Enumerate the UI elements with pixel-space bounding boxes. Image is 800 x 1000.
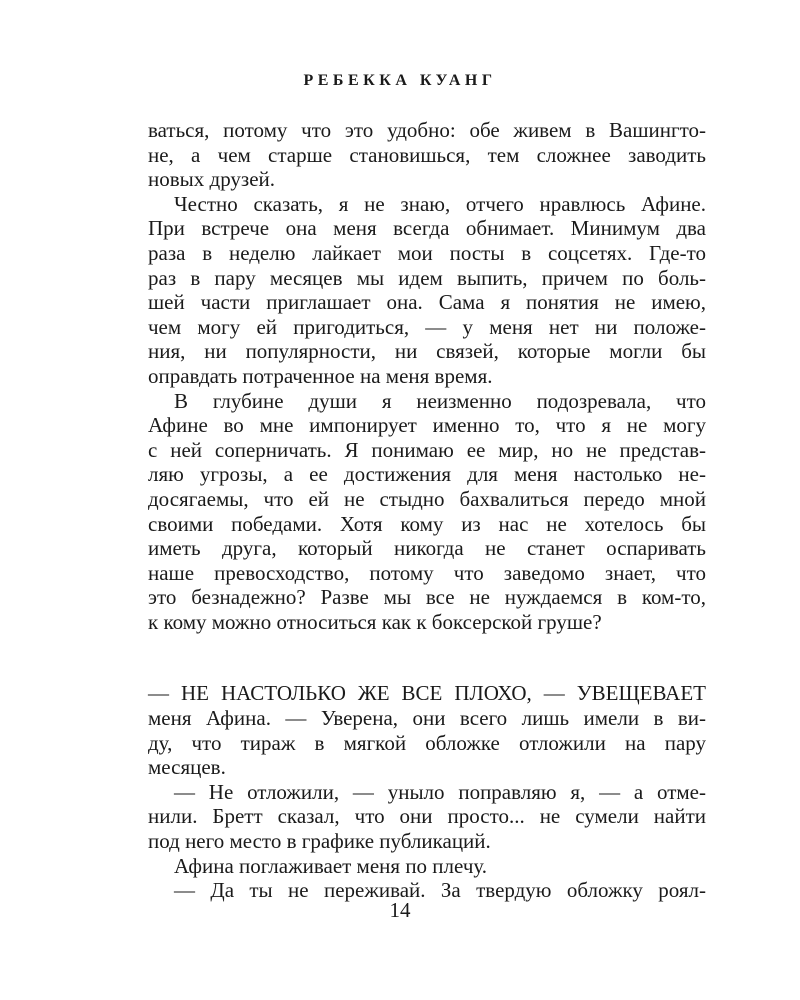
text-line: не, а чем старше становишься, тем сложнее заводить [148, 142, 706, 167]
text-line: оправдать потраченное на меня время. [148, 363, 493, 388]
text-line: это безнадежно? Разве мы все не нуждаемся в ком-то, [148, 585, 706, 610]
text-line: наше превосходство, потому что заведомо знает, что [148, 560, 706, 585]
text-line: Афина поглаживает меня по плечу. [174, 853, 488, 878]
text-line: под него место в графике публикаций. [148, 829, 491, 854]
text-line: Честно сказать, я не знаю, отчего нравлюсь Афине. [174, 191, 706, 216]
text-line: В глубине души я неизменно подозревала, что [174, 388, 706, 413]
text-line: новых друзей. [148, 167, 276, 192]
text-line: с ней соперничать. Я понимаю ее мир, но не представ- [148, 437, 706, 462]
text-line: шей части приглашает она. Сама я понятия не имею, [148, 290, 706, 315]
page-number: 14 [389, 898, 411, 922]
paragraph [148, 192, 706, 389]
body-text [148, 118, 706, 903]
text-line: — НЕ НАСТОЛЬКО ЖЕ ВСЕ ПЛОХО, — УВЕЩЕВАЕТ [148, 681, 706, 706]
text-line: своими победами. Хотя кому из нас не хотелось бы [148, 511, 706, 536]
text-line: чем могу ей пригодиться, — у меня нет ни положе- [148, 314, 706, 339]
text-line: — Да ты не переживай. За твердую обложку роял- [174, 878, 706, 903]
text-line: ния, ни популярности, ни связей, которые могли бы [148, 339, 706, 364]
text-line: иметь друга, который никогда не станет оспаривать [148, 536, 706, 561]
text-line: раза в неделю лайкает мои посты в соцсетях. Где-то [148, 240, 706, 265]
text-line: — Не отложили, — уныло поправляю я, — а отме- [174, 779, 706, 804]
paragraph [148, 389, 706, 635]
text-line: меня Афина. — Уверена, они всего лишь имели в ви- [148, 706, 706, 731]
text-line: При встрече она меня всегда обнимает. Минимум два [148, 216, 706, 241]
paragraph [148, 854, 706, 879]
text-line: раз в пару месяцев мы идем выпить, причем по боль- [148, 265, 706, 290]
text-line: месяцев. [148, 755, 226, 780]
text-line: к кому можно относиться как к боксерской груше? [148, 609, 602, 634]
text-line: ваться, потому что это удобно: обе живем в Вашингто- [148, 118, 706, 142]
text-line: досягаемы, что ей не стыдно бахвалиться передо мной [148, 486, 706, 511]
paragraph [148, 681, 706, 779]
running-head: РЕБЕККА КУАНГ [303, 72, 497, 89]
text-line: Афине во мне импонирует именно то, что я не могу [148, 413, 706, 438]
text-line: нили. Бретт сказал, что они просто... не сумели найти [148, 804, 706, 829]
text-line: ду, что тираж в мягкой обложке отложили на пару [148, 730, 706, 755]
paragraph [148, 118, 706, 192]
text-line: ляю угрозы, а ее достижения для меня настолько не- [148, 462, 706, 487]
paragraph [148, 780, 706, 854]
scene-break [148, 634, 706, 681]
